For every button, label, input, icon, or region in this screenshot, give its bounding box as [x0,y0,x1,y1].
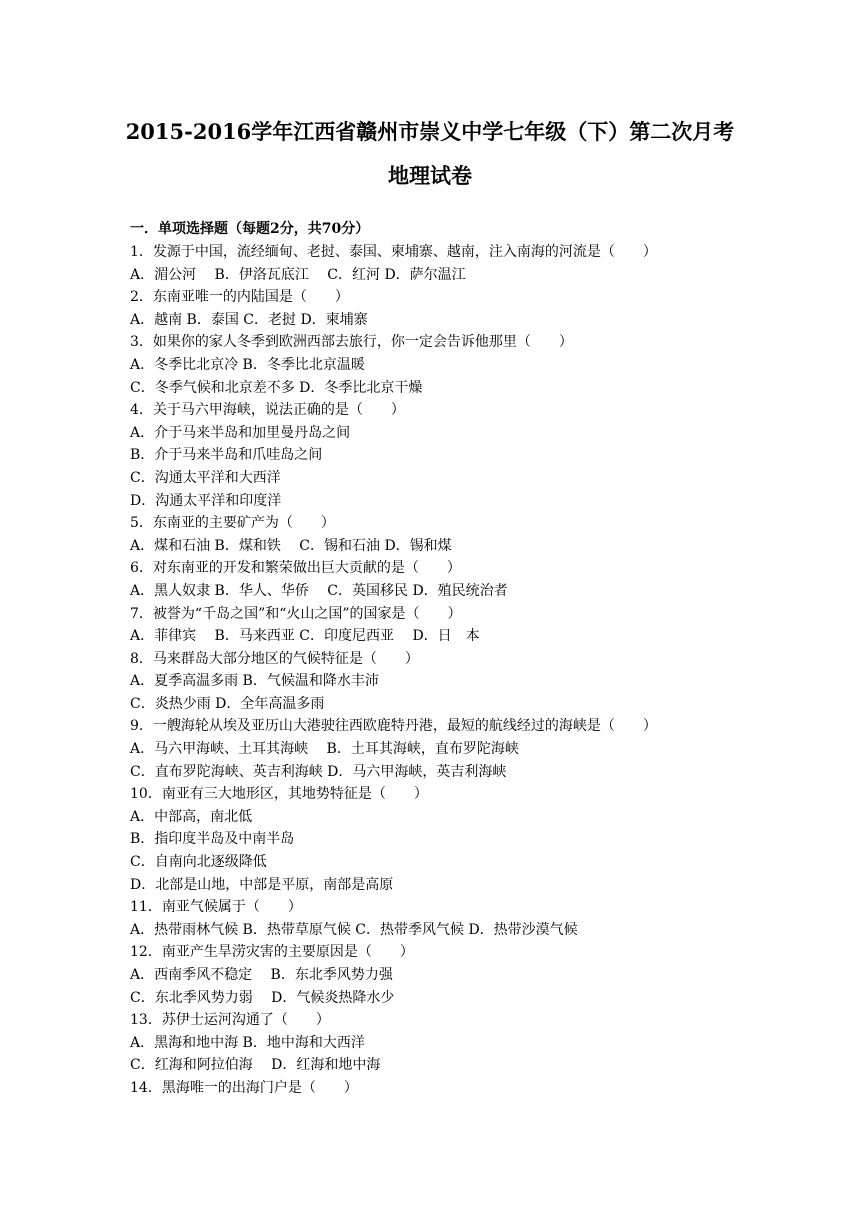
question-9-options-cd: C．直布罗陀海峡、英吉利海峡 D．马六甲海峡，英吉利海峡 [130,763,507,780]
question-8-options-ab: A．夏季高温多雨 B．气候温和降水丰沛 [130,673,379,690]
question-13-options-ab: A．黑海和地中海 B．地中海和大西洋 [130,1034,365,1051]
question-10-option-a: A．中部高，南北低 [130,808,253,825]
question-10: 10．南亚有三大地形区，其地势特征是（ ） [130,786,428,803]
question-13: 13．苏伊士运河沟通了（ ） [130,1012,330,1029]
question-13-options-cd: C．红海和阿拉伯海 D．红海和地中海 [130,1057,381,1074]
question-1-options: A．湄公河 B．伊洛瓦底江 C．红河 D．萨尔温江 [130,266,466,283]
exam-title-line-2: 地理试卷 [388,163,472,188]
question-5-options: A．煤和石油 B．煤和铁 C．锡和石油 D．锡和煤 [130,537,452,554]
question-10-option-d: D．北部是山地，中部是平原，南部是高原 [130,876,394,893]
question-4-option-b: B．介于马来半岛和爪哇岛之间 [130,447,323,464]
question-4-option-d: D．沟通太平洋和印度洋 [130,492,282,509]
question-4-option-c: C．沟通太平洋和大西洋 [130,469,281,486]
question-7: 7．被誉为“千岛之国”和“火山之国”的国家是（ ） [130,605,462,622]
question-8-options-cd: C．炎热少雨 D．全年高温多雨 [130,695,325,712]
question-3-options-ab: A．冬季比北京冷 B．冬季比北京温暖 [130,356,365,373]
question-5: 5．东南亚的主要矿产为（ ） [130,515,335,532]
question-11-options: A．热带雨林气候 B．热带草原气候 C．热带季风气候 D．热带沙漠气候 [130,921,578,938]
question-2-options: A．越南 B．泰国 C．老挝 D．柬埔寨 [130,311,368,328]
question-10-option-c: C．自南向北逐级降低 [130,854,267,871]
question-2: 2．东南亚唯一的内陆国是（ ） [130,289,349,306]
question-1: 1．发源于中国，流经缅甸、老挝、泰国、柬埔寨、越南，注入南海的河流是（ ） [130,244,657,260]
question-8: 8．马来群岛大部分地区的气候特征是（ ） [130,650,419,667]
question-4: 4．关于马六甲海峡，说法正确的是（ ） [130,402,405,419]
section-heading: 一．单项选择题（每题2分，共70分） [130,221,370,237]
question-6: 6．对东南亚的开发和繁荣做出巨大贡献的是（ ） [130,560,461,577]
question-12-options-ab: A．西南季风不稳定 B．东北季风势力强 [130,967,393,983]
question-11: 11．南亚气候属于（ ） [130,899,302,916]
question-6-options: A．黑人奴隶 B．华人、华侨 C．英国移民 D．殖民统治者 [130,582,508,599]
exam-title-line-1: 2015-2016学年江西省赣州市崇义中学七年级（下）第二次月考 [125,119,735,144]
question-7-options: A．菲律宾 B．马来西亚 C．印度尼西亚 D．日 本 [130,628,480,645]
question-10-option-b: B．指印度半岛及中南半岛 [130,831,295,848]
question-9-options-ab: A．马六甲海峡、土耳其海峡 B．土耳其海峡，直布罗陀海峡 [130,741,519,758]
question-12: 12．南亚产生旱涝灾害的主要原因是（ ） [130,944,414,961]
question-3: 3．如果你的家人冬季到欧洲西部去旅行，你一定会告诉他那里（ ） [130,334,573,351]
question-12-options-cd: C．东北季风势力弱 D．气候炎热降水少 [130,989,395,1006]
question-4-option-a: A．介于马来半岛和加里曼丹岛之间 [130,424,351,441]
question-3-options-cd: C．冬季气候和北京差不多 D．冬季比北京干燥 [130,379,423,396]
question-list [130,241,730,1100]
question-14: 14．黑海唯一的出海门户是（ ） [130,1079,358,1096]
question-9: 9．一艘海轮从埃及亚历山大港驶往西欧鹿特丹港，最短的航线经过的海峡是（ ） [130,718,657,735]
